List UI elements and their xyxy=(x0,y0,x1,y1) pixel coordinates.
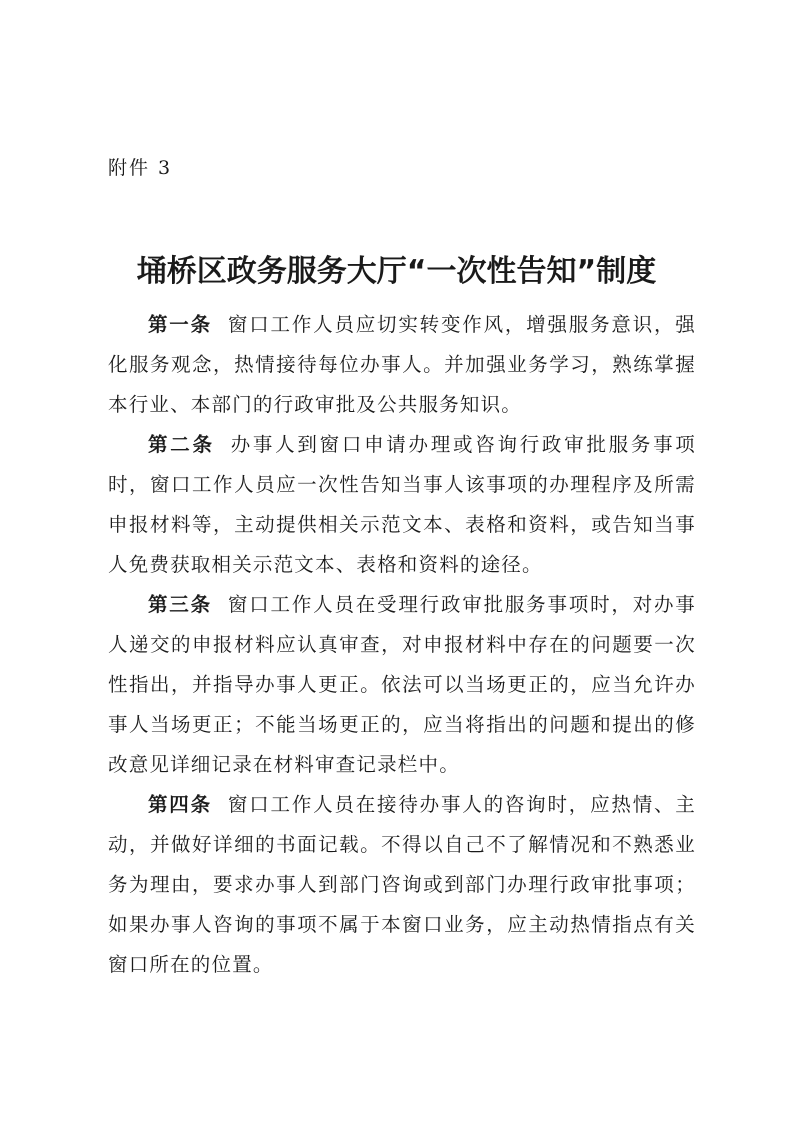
article-text: 窗口工作人员应切实转变作风，增强服务意识，强化服务观念，热情接待每位办事人。并加强业务学习，熟练掌握本行业、本部门的行政审批及公共服务知识。 xyxy=(108,313,696,416)
article-text: 办事人到窗口申请办理或咨询行政审批服务事项时，窗口工作人员应一次性告知当事人该事项的办理程序及所需申报材料等，主动提供相关示范文本、表格和资料，或告知当事人免费获取相关示范文本、表格和资料的途径。 xyxy=(108,433,697,576)
article-number: 第四条 xyxy=(148,793,212,816)
article-text: 窗口工作人员在接待办事人的咨询时，应热情、主动，并做好详细的书面记载。不得以自己不了解情况和不熟悉业务为理由，要求办事人到部门咨询或到部门办理行政审批事项；如果办事人咨询的事项不属于本窗口业务，应主动热情指点有关窗口所在的位置。 xyxy=(108,793,696,976)
document-body xyxy=(108,305,696,985)
article-paragraph-1 xyxy=(108,305,696,425)
article-number: 第三条 xyxy=(148,593,212,616)
attachment-label: 附件 3 xyxy=(108,157,173,179)
article-paragraph-2 xyxy=(108,425,696,585)
article-number: 第一条 xyxy=(148,313,212,336)
document-title: 埇桥区政务服务大厅“一次性告知”制度 xyxy=(136,254,657,289)
article-paragraph-4 xyxy=(108,785,696,985)
article-text: 窗口工作人员在受理行政审批服务事项时，对办事人递交的申报材料应认真审查，对申报材料中存在的问题要一次性指出，并指导办事人更正。依法可以当场更正的，应当允许办事人当场更正；不能当场更正的，应当将指出的问题和提出的修改意见详细记录在材料审查记录栏中。 xyxy=(108,593,696,776)
article-paragraph-3 xyxy=(108,585,696,785)
article-number: 第二条 xyxy=(148,433,215,456)
